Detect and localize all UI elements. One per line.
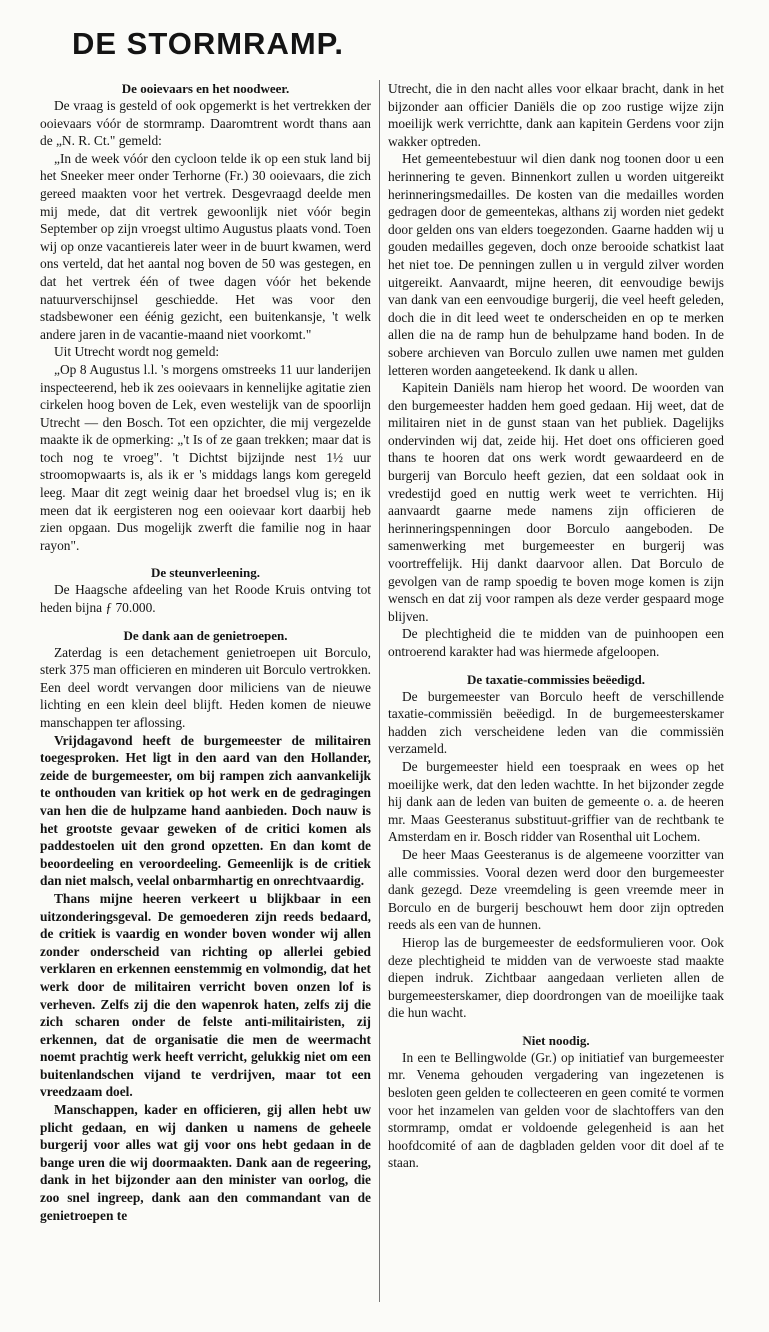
article-paragraph: In een te Bellingwolde (Gr.) op initiatief van burgemeester mr. Venema gehouden vergadering van ingezetenen is besloten geen gelden te collecteeren en geen comité te vormen voor het inzamelen van gelden voor de slachtoffers van den stormramp, omdat er voldoende gelegenheid is aan het hoofdcomité of aan de dagbladen gelden voor dit doel af te staan. <box>388 1049 724 1171</box>
article-paragraph: De heer Maas Geesteranus is de algemeene voorzitter van alle commissies. Vooral dezen werd door den burgemeester dank gezegd. Deze vreemdeling is geen vreemde meer in Borculo en de burgerij beschouwt hem door zijn optreden reeds als een van de hunnen. <box>388 846 724 933</box>
article-paragraph: Thans mijne heeren verkeert u blijkbaar in een uitzonderingsgeval. De gemoederen zijn reeds bedaard, de critiek is vaardig en wonder boven wonder wij allen zonder onderscheid van richting op allerlei gebied verklaren en erkennen eenstemmig en volmondig, dat het werk door de militairen verricht boven onzen lof is verheven. Zelfs zij die den wapenrok haten, zelfs zij die zich scharen onder de felste anti-militairisten, zij erkennen, dat de organisatie die men de weermacht noemt prachtig werk heeft verricht, gelukkig niet om een buitenlandschen vijand te verdrijven, maar tot een vreedzaam doel. <box>40 890 371 1100</box>
article-paragraph: Utrecht, die in den nacht alles voor elkaar bracht, dank in het bijzonder aan officier Daniëls die op zoo rustige wijze zijn moeilijk werk verrichtte, dank aan kapitein Gerdens voor zijn wakker optreden. <box>388 81 724 149</box>
article-paragraph: Manschappen, kader en officieren, gij allen hebt uw plicht gedaan, en wij danken u namens de geheele burgerij voor alles wat gij voor ons hebt gedaan in de bange uren die wij doormaakten. Dank aan de regeering, dank in het bijzonder aan den minister van oorlog, die zoo snel ingreep, dank aan den commandant van de genietroepen te <box>40 1102 371 1223</box>
article-paragraph: Het gemeentebestuur wil dien dank nog toonen door u een herinnering te geven. Binnenkort zullen u worden uitgereikt herinneringsmedailles. De kosten van die medailles worden gedragen door de gemeentekas, althans zij worden niet gedekt door gelden ons van elders toegezonden. Gaarne hadden wij u gouden medailles gegeven, doch onze berooide schatkist laat het niet toe. De penningen zullen u in verguld zilver worden uitgereikt. Aanvaardt, mijne heeren, dit eenvoudige bewijs van dank van een eenvoudige burgerij, die veel heeft geleden, doch die in dit leed weet te onderscheiden en op te merken allen die na de ramp hun de behulpzame hand boden. In de sobere archieven van Borculo zullen uwe namen met gulden letteren worden aangeteekend. Ik dank u allen. <box>388 151 724 378</box>
section-heading: Niet noodig. <box>522 1032 590 1048</box>
article-paragraph: „Op 8 Augustus l.l. 's morgens omstreeks 11 uur landerijen inspecteerend, heb ik zes ooievaars in kennelijke agitatie zien cirkelen hoog boven de Lek, even westelijk van de spoorlijn Utrecht — den Bosch. Tot een opzichter, die mij vergezelde maakte ik de opmerking: „'t Is of ze gaan trekken; maar dat is toch nog te vroeg". 't Dichtst bijzijnde nest 1½ uur stroomopwaarts is, als ik er 's middags langs kom geregeld leeg. Maar dit zegt weinig daar het broedsel vlug is; en ik meen dat ik eergisteren nog een ooievaar kort daarbij heb zien opgaan. Dus mogelijk zwerft die familie nog in haar rayon". <box>40 361 371 553</box>
column-rule <box>379 80 380 1302</box>
article-paragraph: Kapitein Daniëls nam hierop het woord. De woorden van den burgemeester hadden hem goed gedaan. Hij weet, dat de militairen niet in de gunst staan van het publiek. Dagelijks ondervinden wij dat, zeide hij. Het doet ons officieren goed thans te hooren dat ons werk wordt gewaardeerd en de burgerij van Borculo heeft gezien, dat een soldaat ook in vredestijd goed en nuttig werk weet te verrichten. Hij aanvaardt gaarne mede namens zijn officieren de herinneringspenningen door Borculo aangeboden. De samenwerking met burgemeester en burgerij was voortreffelijk. Hij dankt daarvoor allen. Dat Borculo de gevolgen van de ramp spoedig te boven moge komen is zijn wensch en dat zij voor rampen als deze verder gespaard moge blijven. <box>388 380 724 624</box>
article-paragraph: De plechtigheid die te midden van de puinhoopen een ontroerend karakter had was hiermede afgeloopen. <box>388 626 724 659</box>
article-paragraph: De Haagsche afdeeling van het Roode Kruis ontving tot heden bijna ƒ 70.000. <box>40 582 371 616</box>
article-paragraph: Uit Utrecht wordt nog gemeld: <box>54 344 220 360</box>
article-paragraph: Hierop las de burgemeester de eedsformulieren voor. Ook deze plechtigheid te midden van de verwoeste stad maakte diepen indruk. Zichtbaar aangedaan verlieten allen de burgemeesterskamer, diep doordrongen van de moeilijke taak die hun wacht. <box>388 934 724 1021</box>
section-heading: De dank aan de genietroepen. <box>123 627 288 643</box>
article-paragraph: De vraag is gesteld of ook opgemerkt is het vertrekken der ooievaars vóór de stormramp. Daaromtrent wordt thans aan de „N. R. Ct." gemeld: <box>40 98 371 149</box>
article-paragraph: Vrijdagavond heeft de burgemeester de militairen toegesproken. Het ligt in den aard van den Hollander, zeide de burgemeester, om bij rampen zich aanvankelijk te onthouden van kritiek op hot werk en de gedragingen van hen die de hulpzame hand aanbieden. Doch nauw is het grootste gevaar geweken of de critici komen als paddestoelen uit den grond opzetten. En dan komt de beoordeeling en veroordeeling. Gemeenlijk is de critiek dan niet malsch, veelal onbarmhartig en onrechtvaardig. <box>40 732 371 889</box>
section-heading: De ooievaars en het noodweer. <box>121 81 290 96</box>
right-column <box>388 80 724 1172</box>
left-column <box>40 80 371 1224</box>
section-heading: De steunverleening. <box>150 565 261 581</box>
article-paragraph: De burgemeester hield een toespraak en wees op het moeilijke werk, dat den leden wachtte. In het bijzonder zegde hij dank aan de leden van buiten de gemeente o. a. de heeren mr. Maas Geesteranus substituut-griffier van de rechtbank te Amsterdam en ir. Bosch ridder van Rosenthal uit Lochem. <box>388 758 724 845</box>
headline: DE STORMRAMP. <box>72 26 344 61</box>
section-heading: De taxatie-commissies beëedigd. <box>467 671 645 687</box>
article-paragraph: „In de week vóór den cycloon telde ik op een stuk land bij het Sneeker meer onder Terhorne (Fr.) 30 ooievaars, die zich gereed maakten voor het vertrek. Desgevraagd deelde men mij mede, dat dit vertrek gewoonlijk niet vóór begin September op zijn vroegst ultimo Augustus plaats vond. Toen wij op onze vacantiereis later weer in de buurt kwamen, werd ons verteld, dat het aantal nog boven de 50 was gestegen, en dat het vertrek één of twee dagen vóór het bekende natuurverschijnsel geschiedde. Het was voor den stadsbewoner een éénig gezicht, een buitenkansje, 't welk andere jaren in de vacantie-maand niet voorkomt." <box>40 150 371 342</box>
article-paragraph: Zaterdag is een detachement genietroepen uit Borculo, sterk 375 man officieren en minderen uit Borculo vertrokken. Een deel wordt vervangen door miliciens van de nieuwe lichting en een klein deel blijft. Heden komen de nieuwe manschappen ter aflossing. <box>40 644 371 730</box>
article-paragraph: De burgemeester van Borculo heeft de verschillende taxatie-commissiën beëedigd. In de burgemeesterskamer hadden zich verscheidene leden van die commissiën verzameld. <box>388 688 724 757</box>
